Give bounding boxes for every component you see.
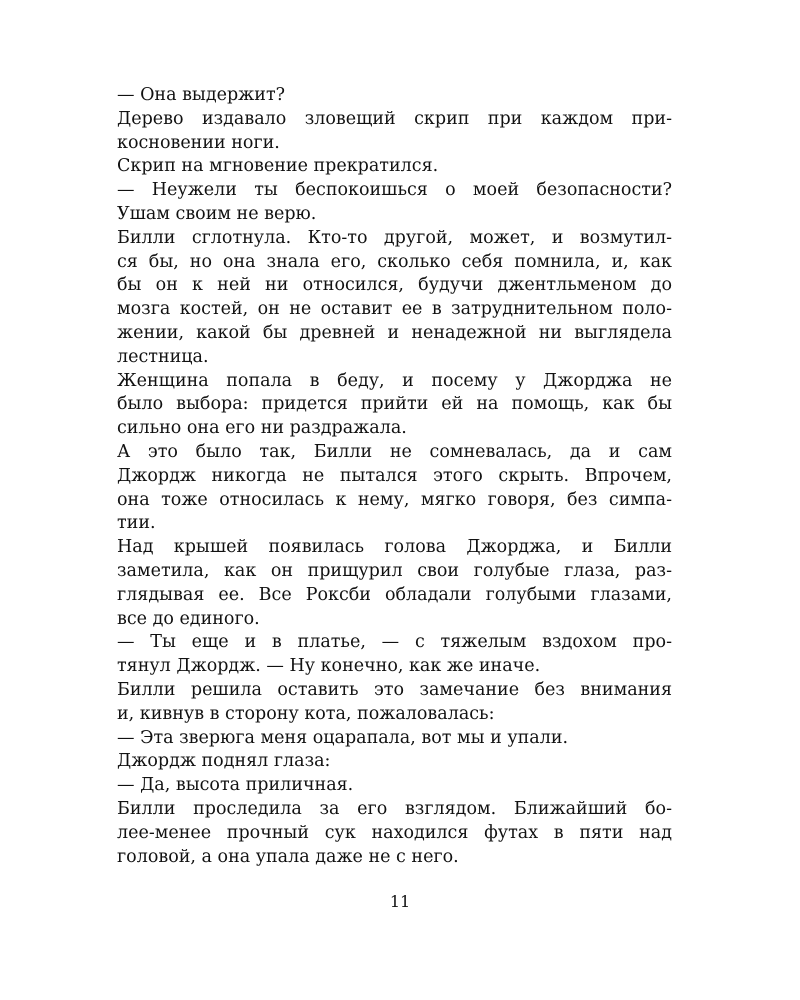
text-line: ся бы, но она знала его, сколько себя помнила, и, как xyxy=(117,251,672,272)
text-line: Джордж никогда не пытался этого скрыть. Впрочем, xyxy=(117,465,672,486)
text-line: она тоже относилась к нему, мягко говоря, без симпа- xyxy=(117,489,672,510)
text-line: — Она выдержит? xyxy=(117,85,286,105)
text-line: Билли решила оставить это замечание без внимания xyxy=(117,679,672,700)
text-line: Джордж поднял глаза: xyxy=(117,751,331,772)
text-line: тии. xyxy=(117,513,156,534)
text-line: — Да, высота приличная. xyxy=(117,775,354,796)
text-line: и, кивнув в сторону кота, пожаловалась: xyxy=(117,703,495,724)
text-line: лее-менее прочный сук находился футах в пяти над xyxy=(117,822,672,843)
text-line: — Неужели ты беспокоишься о моей безопасности? xyxy=(117,180,672,201)
text-line: Дерево издавало зловещий скрип при каждом при- xyxy=(117,108,672,129)
text-line: бы он к ней ни относился, будучи джентльменом до xyxy=(117,275,672,296)
text-line: лестница. xyxy=(117,346,209,367)
text-line: Скрип на мгновение прекратился. xyxy=(117,156,439,177)
text-column xyxy=(117,84,672,869)
page-number: 11 xyxy=(389,892,411,911)
text-line: глядывая ее. Все Роксби обладали голубыми глазами, xyxy=(117,584,672,605)
text-line: Ушам своим не верю. xyxy=(117,203,317,224)
text-line: Билли проследила за его взглядом. Ближайший бо- xyxy=(117,798,672,819)
text-line: мозга костей, он не оставит ее в затруднительном поло- xyxy=(117,299,672,320)
text-line: А это было так, Билли не сомневалась, да и сам xyxy=(117,441,672,462)
text-line: тянул Джордж. — Ну конечно, как же иначе. xyxy=(117,656,541,677)
text-line: Женщина попала в беду, и посему у Джорджа не xyxy=(117,370,672,391)
text-line: было выбора: придется прийти ей на помощь, как бы xyxy=(117,394,672,415)
text-line: — Эта зверюга меня оцарапала, вот мы и упали. xyxy=(117,727,569,748)
text-line: — Ты еще и в платье, — с тяжелым вздохом про- xyxy=(117,632,672,653)
text-line: Над крышей появилась голова Джорджа, и Билли xyxy=(117,537,672,558)
text-line: жении, какой бы древней и ненадежной ни выглядела xyxy=(117,322,672,343)
text-line: сильно она его ни раздражала. xyxy=(117,418,407,439)
text-line: все до единого. xyxy=(117,608,260,629)
text-line: заметила, как он прищурил свои голубые глаза, раз- xyxy=(117,560,672,581)
text-line: головой, а она упала даже не с него. xyxy=(117,846,459,867)
text-line: Билли сглотнула. Кто-то другой, может, и возмутил- xyxy=(117,227,672,248)
text-line: косновении ноги. xyxy=(117,132,280,153)
